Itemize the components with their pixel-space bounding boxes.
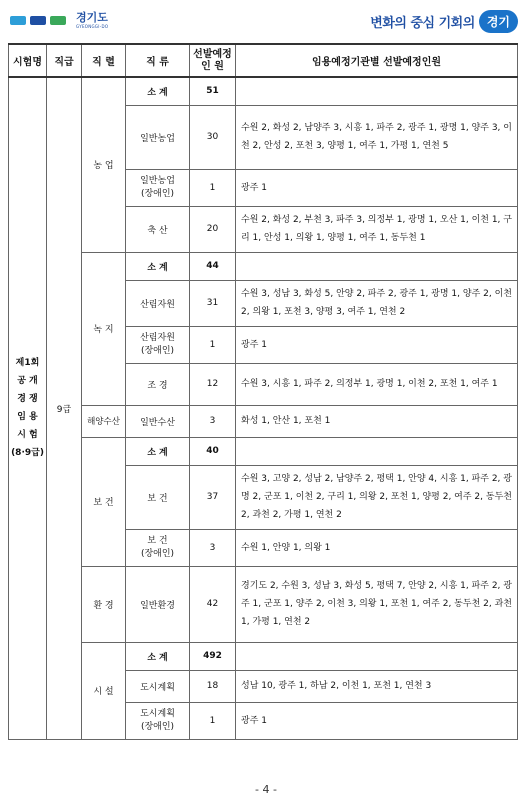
agencies-cell: 성남 10, 광주 1, 하남 2, 이천 1, 포천 1, 연천 3	[236, 670, 518, 702]
count-cell: 20	[190, 206, 236, 252]
grade-cell: 9급	[47, 77, 82, 739]
count-cell: 1	[190, 169, 236, 206]
agencies-cell: 수원 3, 성남 3, 화성 5, 안양 2, 파주 2, 광주 1, 광명 1, 양주 2, 이천 2, 의왕 1, 포천 3, 양평 3, 여주 1, 연천 2	[236, 280, 518, 326]
count-cell: 37	[190, 465, 236, 529]
count-cell: 12	[190, 363, 236, 405]
count-cell: 3	[190, 405, 236, 437]
header-exam: 시험명	[9, 44, 47, 77]
agencies-cell: 광주 1	[236, 702, 518, 739]
category-cell: 일반농업	[126, 105, 190, 169]
category-cell: 산림자원	[126, 280, 190, 326]
table-row	[9, 405, 518, 437]
agencies-cell: 수원 3, 고양 2, 성남 2, 남양주 2, 평택 1, 안양 4, 시흥 1, 파주 2, 광명 2, 군포 1, 이천 2, 구리 1, 의왕 2, 포천 1, 양평 2, 여주 2, 동두천 2, 과천 2, 가평 1, 연천 2	[236, 465, 518, 529]
recruitment-table	[8, 43, 518, 740]
agencies-cell: 수원 1, 안양 1, 의왕 1	[236, 529, 518, 566]
count-cell: 51	[190, 77, 236, 105]
slogan	[370, 10, 518, 33]
count-cell: 40	[190, 437, 236, 465]
category-cell: 축 산	[126, 206, 190, 252]
agencies-cell	[236, 77, 518, 105]
table-row	[9, 566, 518, 642]
header-category: 직 류	[126, 44, 190, 77]
header-grade: 직급	[47, 44, 82, 77]
category-cell: 일반환경	[126, 566, 190, 642]
count-cell: 492	[190, 642, 236, 670]
category-cell: 소 계	[126, 77, 190, 105]
table-row	[9, 437, 518, 465]
agencies-cell: 광주 1	[236, 326, 518, 363]
count-cell: 31	[190, 280, 236, 326]
series-cell: 녹 지	[82, 252, 126, 405]
category-cell: 보 건	[126, 465, 190, 529]
page-header	[0, 0, 532, 42]
agencies-cell: 수원 2, 화성 2, 부천 3, 파주 3, 의정부 1, 광명 1, 오산 1, 이천 1, 구리 1, 안성 1, 의왕 1, 양평 1, 여주 1, 동두천 1	[236, 206, 518, 252]
slogan-badge: 경기	[479, 10, 518, 33]
category-cell: 소 계	[126, 437, 190, 465]
table-row	[9, 642, 518, 670]
count-cell: 3	[190, 529, 236, 566]
category-cell: 조 경	[126, 363, 190, 405]
page-number: - 4 -	[255, 783, 277, 796]
logo-korean: 경기도	[76, 11, 108, 24]
series-cell: 보 건	[82, 437, 126, 566]
category-cell: 도시계획	[126, 670, 190, 702]
slogan-text: 변화의 중심 기회의	[370, 16, 475, 31]
agencies-cell	[236, 437, 518, 465]
logo-english: GYEONGGI-DO	[76, 24, 109, 29]
category-cell: 소 계	[126, 642, 190, 670]
category-cell: 도시계획 (장애인)	[126, 702, 190, 739]
table-row	[9, 252, 518, 280]
category-cell: 일반수산	[126, 405, 190, 437]
series-cell: 해양수산	[82, 405, 126, 437]
agencies-cell	[236, 252, 518, 280]
series-cell: 시 설	[82, 642, 126, 739]
table-header-row	[9, 44, 518, 77]
count-cell: 30	[190, 105, 236, 169]
count-cell: 1	[190, 702, 236, 739]
header-count	[190, 44, 236, 77]
agencies-cell: 수원 2, 화성 2, 남양주 3, 시흥 1, 파주 2, 광주 1, 광명 1, 양주 3, 이천 2, 안성 2, 포천 3, 양평 1, 여주 1, 가평 1, 연천 5	[236, 105, 518, 169]
gyeonggi-logo	[10, 12, 108, 30]
header-agencies: 임용예정기관별 선발예정인원	[236, 44, 518, 77]
agencies-cell: 경기도 2, 수원 3, 성남 3, 화성 5, 평택 7, 안양 2, 시흥 1, 파주 2, 광주 1, 군포 1, 양주 2, 이천 3, 의왕 1, 포천 1, 여주 2, 동두천 2, 과천 1, 가평 1, 연천 2	[236, 566, 518, 642]
count-cell: 44	[190, 252, 236, 280]
category-cell: 보 건 (장애인)	[126, 529, 190, 566]
table-row	[9, 77, 518, 105]
header-series: 직 렬	[82, 44, 126, 77]
header-count-line1: 선발예정	[193, 48, 232, 60]
count-cell: 42	[190, 566, 236, 642]
agencies-cell	[236, 642, 518, 670]
series-cell: 환 경	[82, 566, 126, 642]
category-cell: 일반농업 (장애인)	[126, 169, 190, 206]
agencies-cell: 광주 1	[236, 169, 518, 206]
series-cell: 농 업	[82, 77, 126, 252]
header-count-line2: 인 원	[201, 60, 224, 72]
category-cell: 산림자원 (장애인)	[126, 326, 190, 363]
exam-name-cell: 제1회 공 개 경 쟁 임 용 시 험 (8·9급)	[9, 77, 47, 739]
agencies-cell: 수원 3, 시흥 1, 파주 2, 의정부 1, 광명 1, 이천 2, 포천 1, 여주 1	[236, 363, 518, 405]
count-cell: 1	[190, 326, 236, 363]
category-cell: 소 계	[126, 252, 190, 280]
logo-mark-icon	[10, 12, 72, 30]
count-cell: 18	[190, 670, 236, 702]
agencies-cell: 화성 1, 안산 1, 포천 1	[236, 405, 518, 437]
